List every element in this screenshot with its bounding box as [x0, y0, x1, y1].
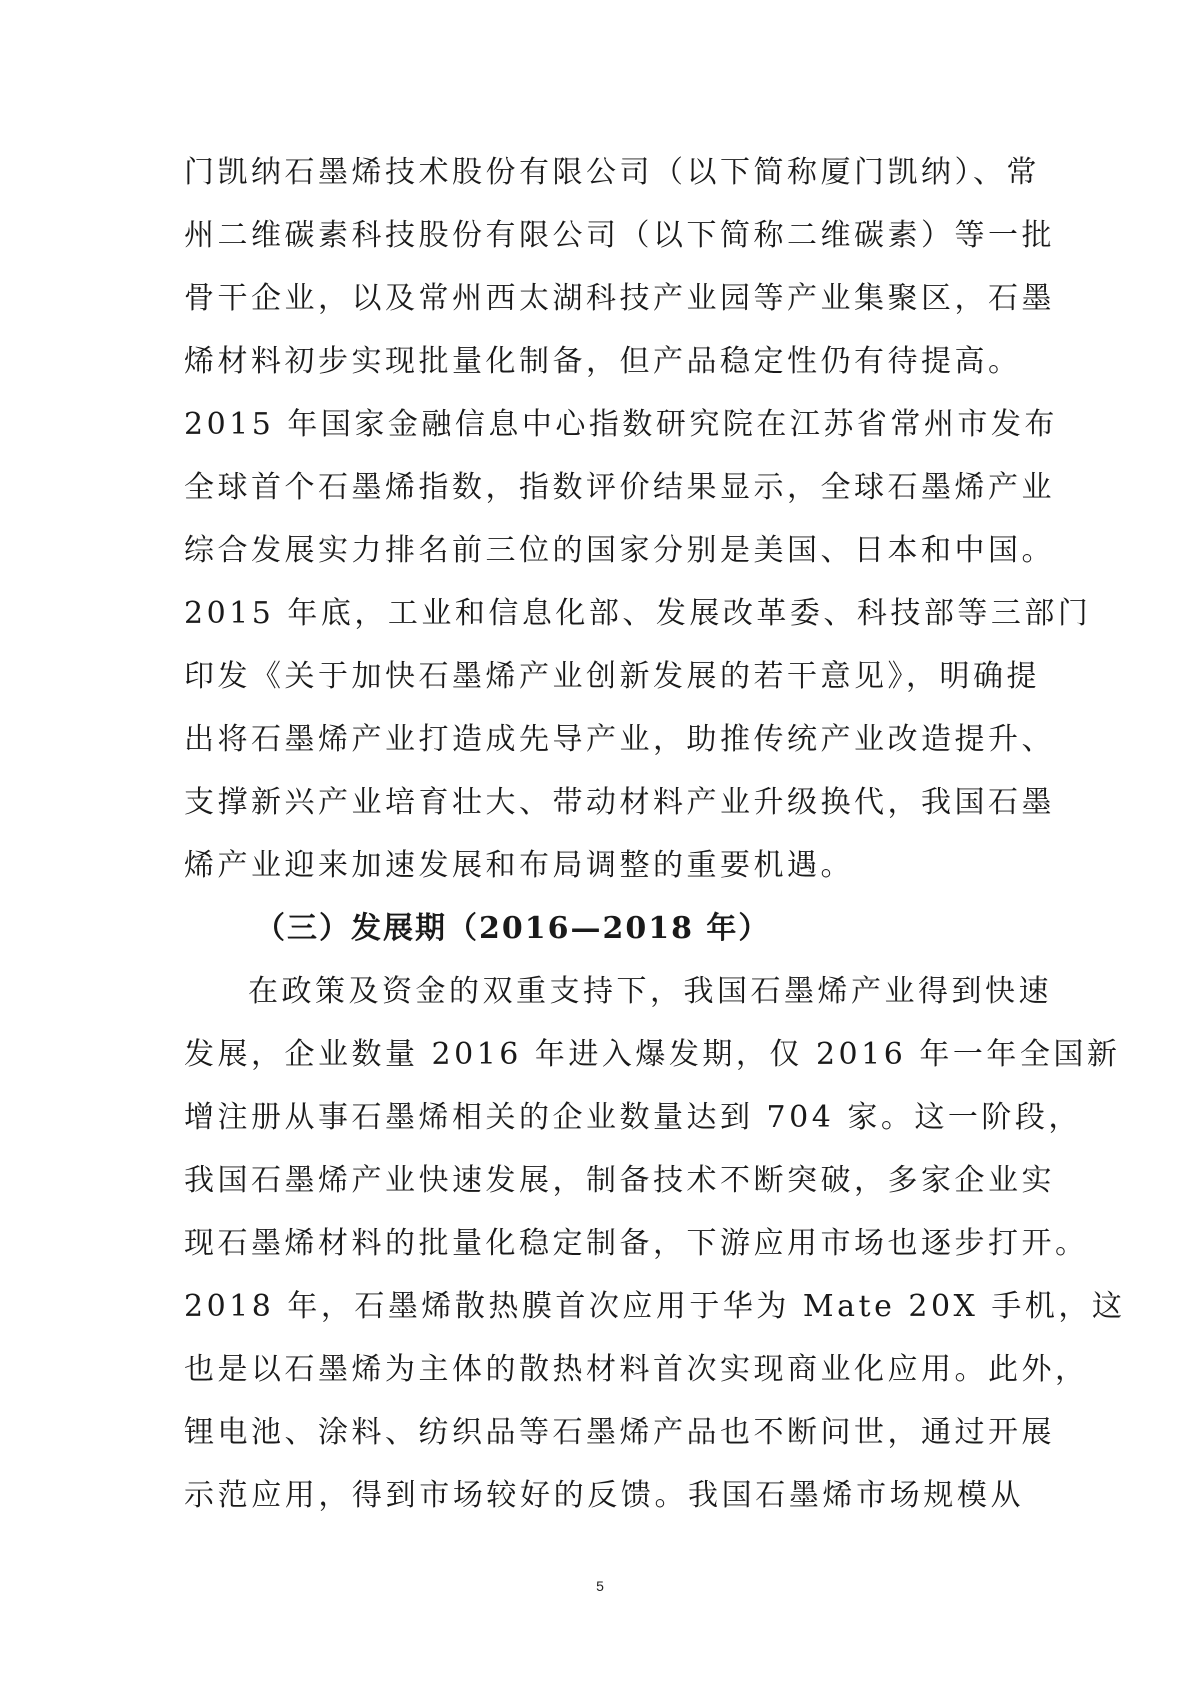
section-heading: （三）发展期（2016—2018 年） [255, 911, 771, 946]
text-line: 出将石墨烯产业打造成先导产业，助推传统产业改造提升、 [184, 722, 1055, 757]
text-line: 烯材料初步实现批量化制备，但产品稳定性仍有待提高。 [184, 344, 1022, 379]
text-line: 示范应用，得到市场较好的反馈。我国石墨烯市场规模从 [184, 1478, 1024, 1513]
text-line: 州二维碳素科技股份有限公司（以下简称二维碳素）等一批 [184, 218, 1055, 253]
text-line: 支撑新兴产业培育壮大、带动材料产业升级换代，我国石墨 [184, 785, 1055, 820]
text-line: 在政策及资金的双重支持下，我国石墨烯产业得到快速 [248, 974, 1052, 1009]
text-line: 锂电池、涂料、纺织品等石墨烯产品也不断问世，通过开展 [184, 1415, 1055, 1450]
text-line: 2015 年底，工业和信息化部、发展改革委、科技部等三部门 [184, 596, 1092, 631]
text-line: 印发《关于加快石墨烯产业创新发展的若干意见》，明确提 [184, 659, 1040, 694]
text-line: 增注册从事石墨烯相关的企业数量达到 704 家。这一阶段， [184, 1100, 1082, 1135]
text-line: 也是以石墨烯为主体的散热材料首次实现商业化应用。此外， [184, 1352, 1089, 1387]
text-line: 烯产业迎来加速发展和布局调整的重要机遇。 [184, 848, 854, 883]
page-number: 5 [596, 1578, 604, 1594]
text-line: 门凯纳石墨烯技术股份有限公司（以下简称厦门凯纳）、常 [184, 155, 1040, 190]
text-line: 现石墨烯材料的批量化稳定制备，下游应用市场也逐步打开。 [184, 1226, 1089, 1261]
text-line: 综合发展实力排名前三位的国家分别是美国、日本和中国。 [184, 533, 1055, 568]
text-line: 2018 年，石墨烯散热膜首次应用于华为 Mate 20X 手机，这 [184, 1289, 1126, 1324]
text-line: 骨干企业，以及常州西太湖科技产业园等产业集聚区，石墨 [184, 281, 1055, 316]
text-line: 发展，企业数量 2016 年进入爆发期，仅 2016 年一年全国新 [184, 1037, 1121, 1072]
text-line: 2015 年国家金融信息中心指数研究院在江苏省常州市发布 [184, 407, 1058, 442]
text-line: 全球首个石墨烯指数，指数评价结果显示，全球石墨烯产业 [184, 470, 1055, 505]
faint-watermark-strip [700, 1678, 1200, 1692]
text-line: 我国石墨烯产业快速发展，制备技术不断突破，多家企业实 [184, 1163, 1055, 1198]
